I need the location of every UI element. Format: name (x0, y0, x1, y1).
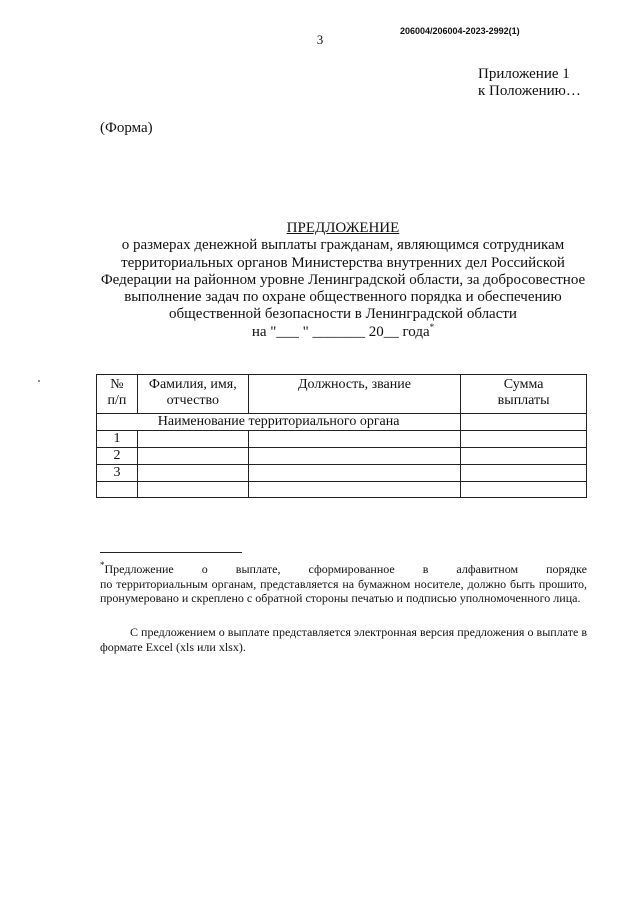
header-number: № п/п (97, 375, 138, 414)
footnote-reference: * (429, 321, 435, 332)
table-row (97, 431, 587, 448)
title-line-4: выполнение задач по охране общественного порядка и обеспечению (124, 289, 562, 306)
header-position-rank: Должность, звание (248, 375, 461, 414)
table-header-row (97, 375, 587, 414)
table-group-row (97, 414, 587, 431)
footnote-mark: * (100, 560, 105, 570)
payment-table (96, 374, 587, 498)
table-cell (137, 431, 248, 448)
appendix-note (478, 66, 581, 100)
footnote-paragraph-1 (100, 562, 587, 606)
document-title (95, 220, 591, 341)
appendix-line-1: Приложение 1 (478, 66, 570, 82)
table-cell (461, 465, 587, 482)
title-line-5: общественной безопасности в Ленинградской области (169, 306, 517, 323)
group-title-cell: Наименование территориального органа (97, 414, 461, 431)
document-id: 206004/206004-2023-2992(1) (400, 26, 520, 36)
title-line-2: территориальных органов Министерства внутренних дел Российской (121, 254, 565, 271)
table-cell (461, 414, 587, 431)
title-date-line (95, 321, 591, 341)
form-label: (Форма) (100, 120, 153, 136)
header-payment-amount: Сумма выплаты (461, 375, 587, 414)
table-cell (248, 431, 461, 448)
footnote-paragraph-2: С предложением о выплате представляется электронная версия предложения о выплате в формате Excel (xls или xlsx). (100, 625, 587, 654)
table-row (97, 465, 587, 482)
table-cell (248, 448, 461, 465)
page-number: 3 (316, 32, 324, 47)
row-number-cell (97, 482, 138, 498)
table-cell (248, 482, 461, 498)
table-cell (248, 465, 461, 482)
table-cell (137, 448, 248, 465)
title-line-3: Федерации на районном уровне Ленинградской области, за добросовестное (100, 271, 586, 288)
title-heading: ПРЕДЛОЖЕНИЕ (286, 220, 400, 236)
table-cell (461, 448, 587, 465)
row-number-cell: 3 (97, 465, 138, 482)
table-row (97, 482, 587, 498)
title-line-1: о размерах денежной выплаты гражданам, являющимся сотрудникам (121, 237, 565, 254)
footnote-first-line: *Предложение о выплате, сформированное в алфавитном порядке (100, 560, 587, 576)
table-row (97, 448, 587, 465)
header-full-name: Фамилия, имя, отчество (137, 375, 248, 414)
table-cell (137, 482, 248, 498)
footnote-body: по территориальным органам, представляется на бумажном носителе, должно быть прошито, пронумеровано и скреплено с обратной стороны печатью и подписью уполномоченного лица. (100, 576, 587, 605)
footnote-separator (100, 552, 242, 553)
date-line-text: на "___ " _______ 20__ года (251, 323, 430, 340)
table-cell (461, 482, 587, 498)
scan-speck (38, 380, 40, 382)
row-number-cell: 2 (97, 448, 138, 465)
appendix-line-2: к Положению… (478, 83, 581, 99)
row-number-cell: 1 (97, 431, 138, 448)
table-cell (137, 465, 248, 482)
table-cell (461, 431, 587, 448)
